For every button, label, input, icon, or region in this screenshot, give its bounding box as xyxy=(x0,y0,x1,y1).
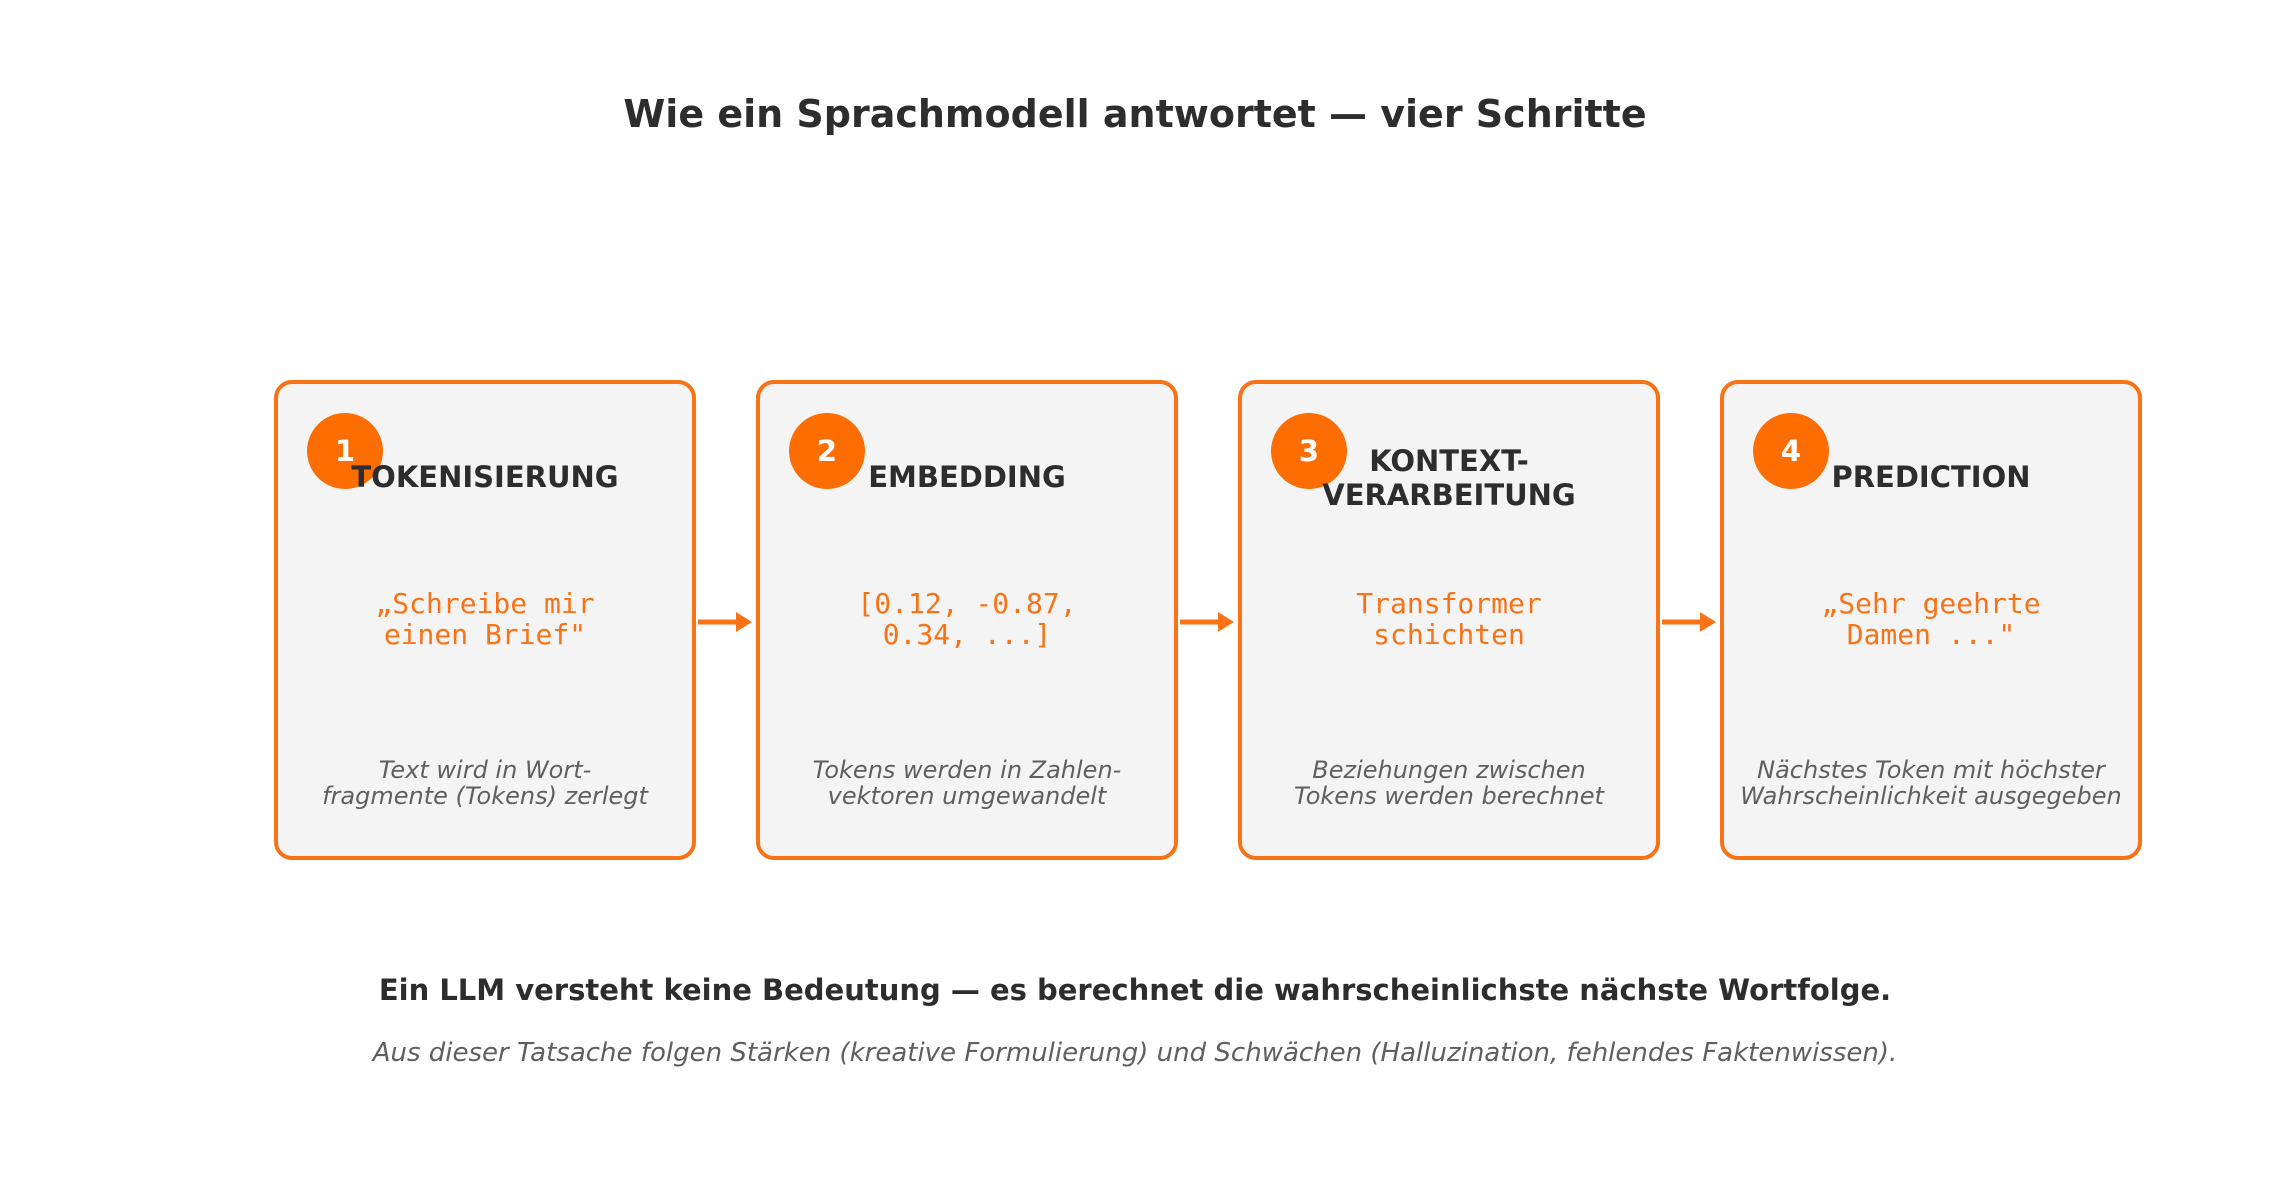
arrow-right-icon xyxy=(1662,605,1718,639)
step-example: „Sehr geehrte Damen ..." xyxy=(1821,587,2041,651)
step-title: KONTEXT- VERARBEITUNG xyxy=(1322,444,1576,512)
step-number-badge: 4 xyxy=(1753,413,1829,489)
step-title: PREDICTION xyxy=(1831,460,2031,494)
step-number-badge: 2 xyxy=(789,413,865,489)
arrow-right-icon xyxy=(1180,605,1236,639)
step-number-badge: 3 xyxy=(1271,413,1347,489)
step-title: TOKENISIERUNG xyxy=(351,460,619,494)
step-card-embedding xyxy=(756,380,1178,860)
step-card-kontextverarbeitung xyxy=(1238,380,1660,860)
step-number-badge: 1 xyxy=(307,413,383,489)
arrow-right-icon xyxy=(698,605,754,639)
step-card-tokenisierung xyxy=(274,380,696,860)
step-description: Nächstes Token mit höchster Wahrscheinlichkeit ausgegeben xyxy=(1740,756,2122,810)
step-card-prediction xyxy=(1720,380,2142,860)
step-description: Text wird in Wort- fragmente (Tokens) zerlegt xyxy=(322,756,648,810)
footnote-text: Aus dieser Tatsache folgen Stärken (kreative Formulierung) und Schwächen (Halluzination, fehlendes Faktenwissen). xyxy=(372,1038,1898,1068)
step-example: „Schreibe mir einen Brief" xyxy=(375,587,595,651)
step-description: Beziehungen zwischen Tokens werden berechnet xyxy=(1294,756,1604,810)
step-title: EMBEDDING xyxy=(868,460,1066,494)
step-example: Transformer schichten xyxy=(1356,587,1542,651)
conclusion-text: Ein LLM versteht keine Bedeutung — es berechnet die wahrscheinlichste nächste Wortfolge. xyxy=(378,973,1892,1007)
step-description: Tokens werden in Zahlen- vektoren umgewandelt xyxy=(812,756,1122,810)
diagram-title: Wie ein Sprachmodell antwortet — vier Schritte xyxy=(623,92,1647,136)
step-example: [0.12, -0.87, 0.34, ...] xyxy=(857,587,1077,651)
